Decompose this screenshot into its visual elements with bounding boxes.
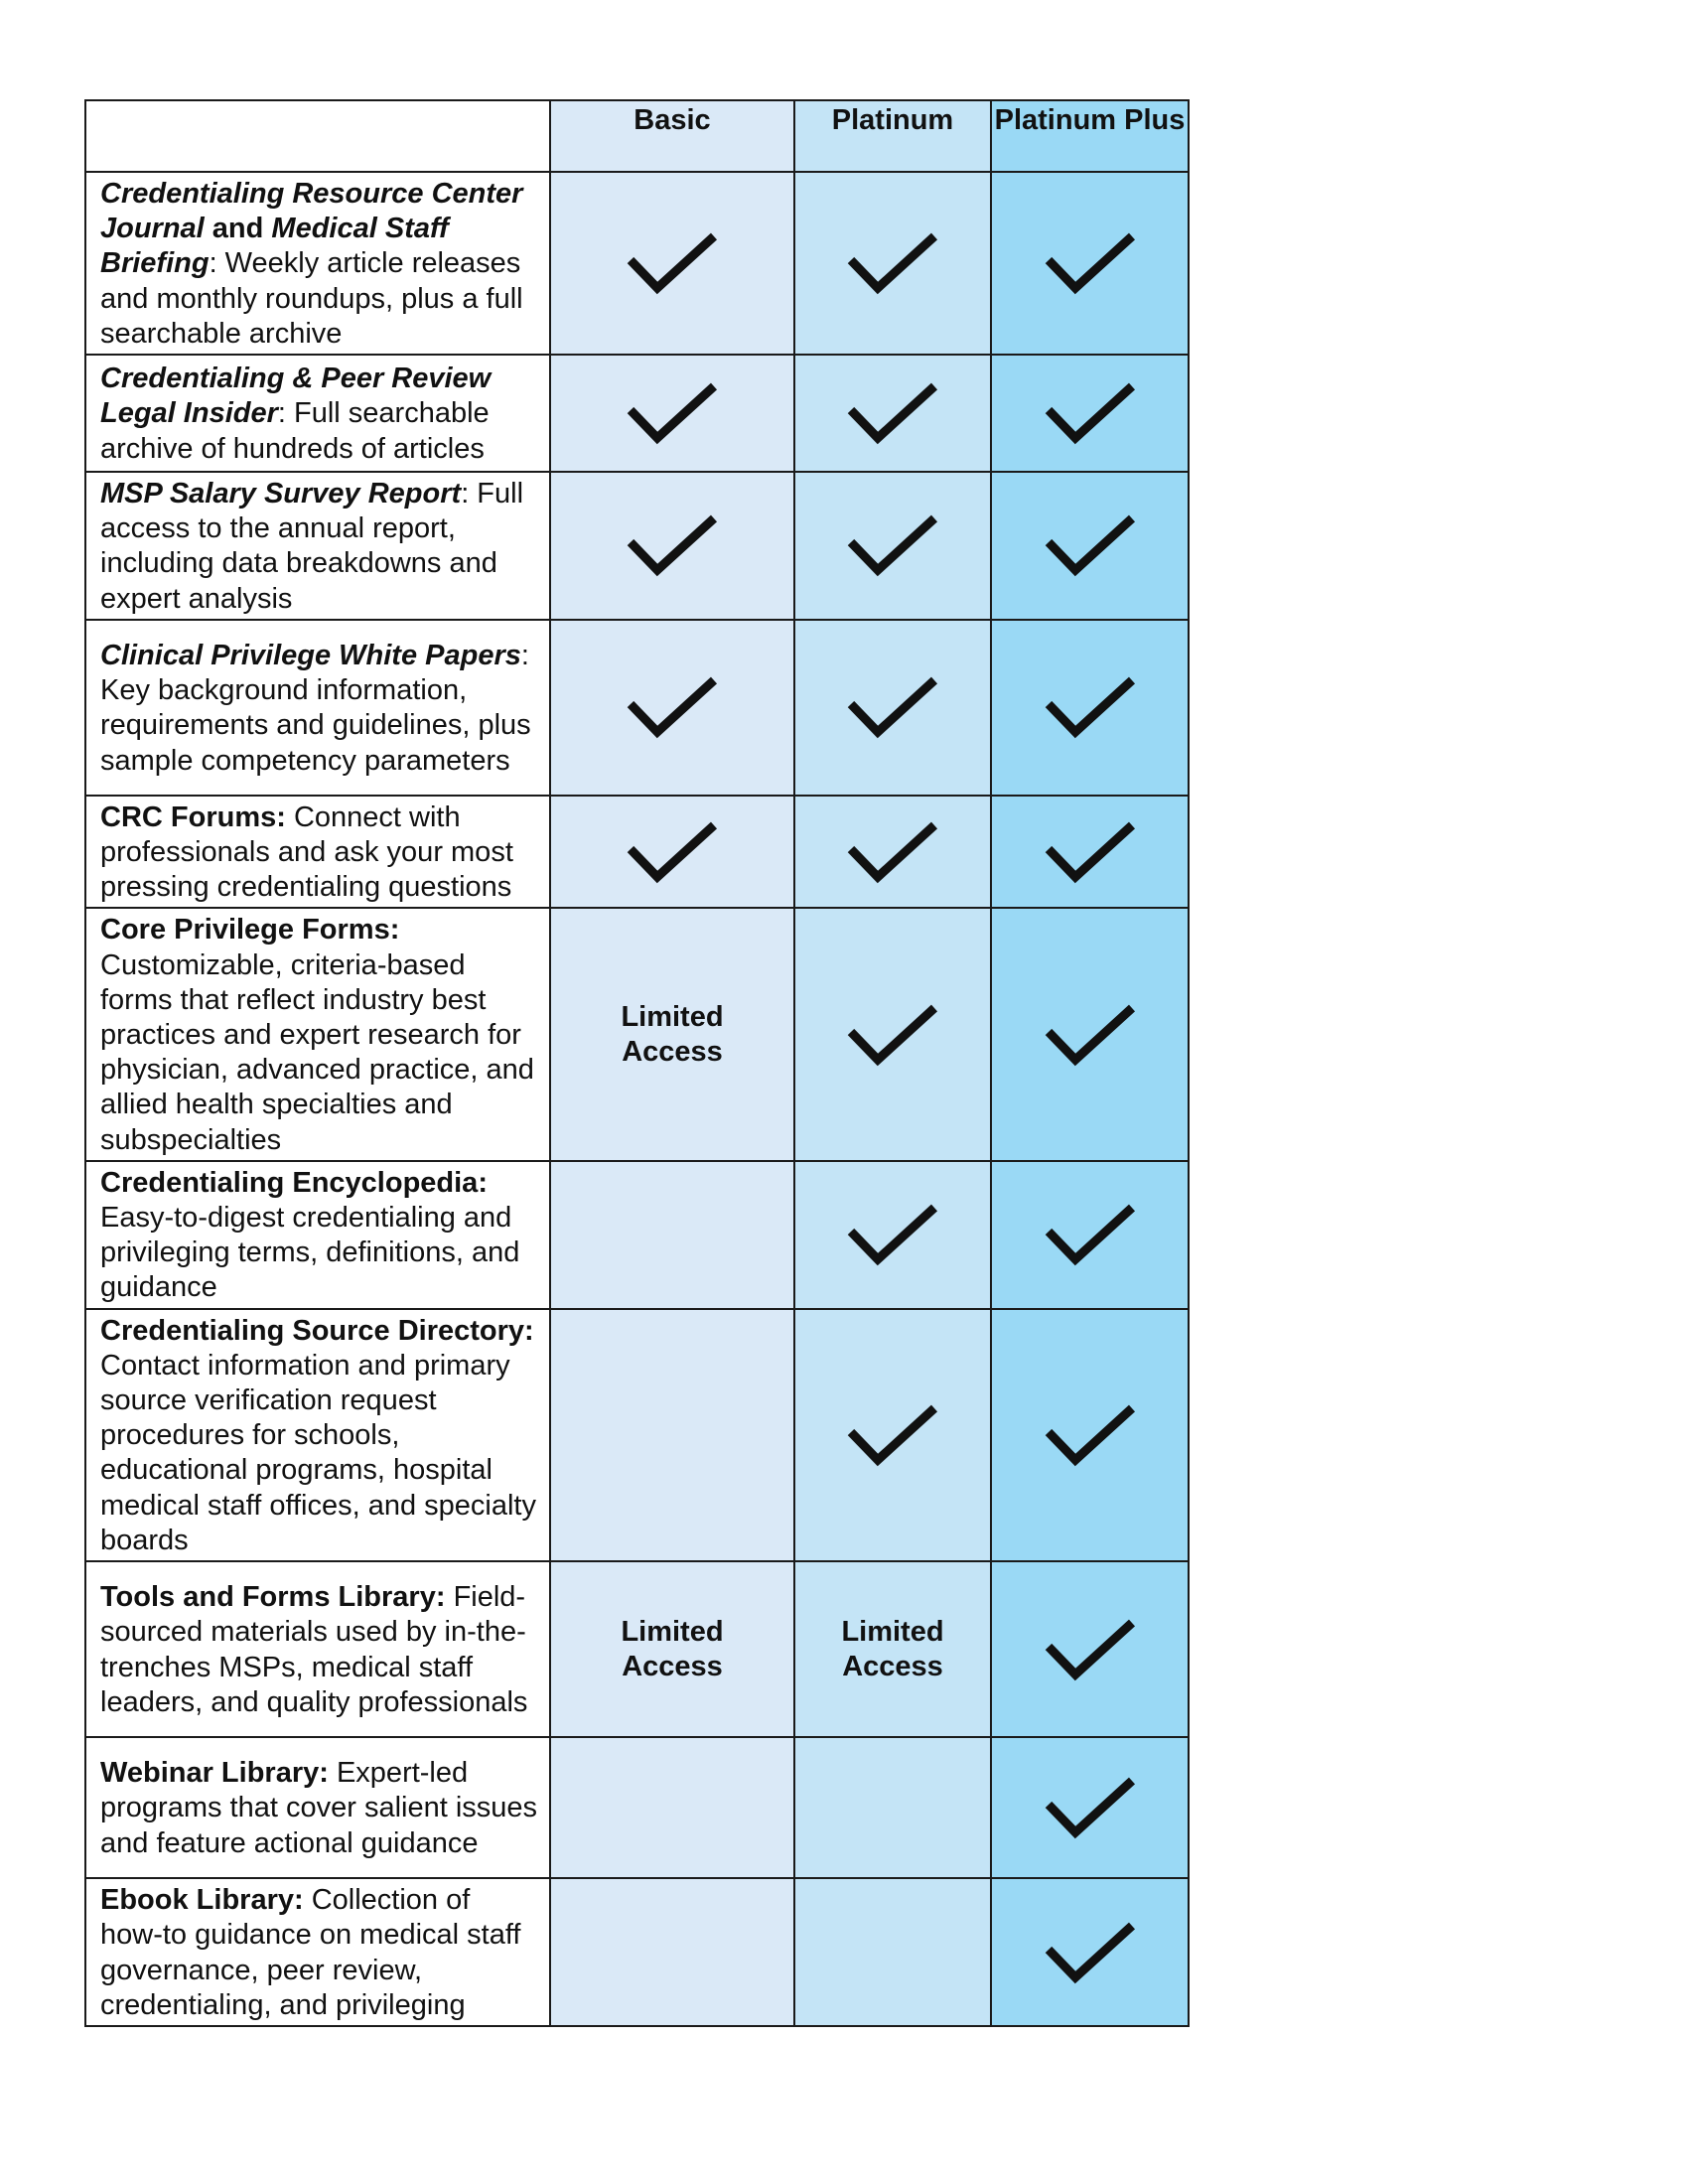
checkmark-icon	[1043, 1773, 1138, 1842]
checkmark-icon	[625, 672, 720, 742]
checkmark-icon	[1043, 672, 1138, 742]
tier-cell-platinum	[794, 1161, 991, 1309]
feature-detail-text: Easy-to-digest credentialing and privileging terms, definitions, and guidance	[100, 1202, 520, 1304]
table-row	[85, 908, 1189, 1160]
feature-description	[85, 796, 550, 909]
header-blank-cell	[85, 100, 550, 172]
column-header-basic: Basic	[550, 100, 794, 172]
tier-cell-platinum-plus	[991, 355, 1189, 472]
header-row	[85, 100, 1189, 172]
feature-title-text: Ebook Library:	[100, 1884, 304, 1917]
checkmark-icon	[1043, 1000, 1138, 1070]
tier-cell-basic	[550, 1161, 794, 1309]
table-row	[85, 472, 1189, 620]
feature-detail-text: : Key background information, requirements and guidelines, plus sample competency parameters	[100, 639, 531, 777]
tier-cell-platinum	[794, 355, 991, 472]
feature-description	[85, 172, 550, 355]
table-row	[85, 1161, 1189, 1309]
feature-description	[85, 1737, 550, 1878]
feature-description	[85, 1161, 550, 1309]
tier-cell-platinum-plus	[991, 1878, 1189, 2026]
tier-cell-platinum	[794, 1309, 991, 1561]
feature-title-text: Core Privilege Forms:	[100, 914, 400, 946]
tier-cell-platinum-plus	[991, 1309, 1189, 1561]
tier-cell-basic	[550, 1737, 794, 1878]
feature-description	[85, 355, 550, 472]
checkmark-icon	[625, 228, 720, 298]
checkmark-icon	[1043, 1400, 1138, 1470]
checkmark-icon	[845, 1400, 940, 1470]
tier-cell-platinum	[794, 620, 991, 796]
checkmark-icon	[625, 510, 720, 580]
table-row	[85, 172, 1189, 355]
feature-description	[85, 908, 550, 1160]
comparison-table	[84, 99, 1190, 2027]
column-header-platinum: Platinum	[794, 100, 991, 172]
feature-description	[85, 1878, 550, 2026]
tier-cell-platinum	[794, 908, 991, 1160]
checkmark-icon	[625, 817, 720, 887]
feature-detail-text: Expert-led programs that cover salient issues and feature actional guidance	[100, 1757, 538, 1859]
table-row	[85, 1561, 1189, 1737]
table-row	[85, 1878, 1189, 2026]
tier-cell-platinum	[794, 796, 991, 909]
tier-cell-basic	[550, 620, 794, 796]
tier-cell-platinum-plus	[991, 472, 1189, 620]
feature-description	[85, 472, 550, 620]
tier-cell-platinum-plus	[991, 908, 1189, 1160]
checkmark-icon	[1043, 817, 1138, 887]
checkmark-icon	[1043, 510, 1138, 580]
feature-title-text: Webinar Library:	[100, 1757, 329, 1790]
tier-cell-platinum	[794, 172, 991, 355]
feature-title-text: Credentialing Resource Center Journal	[100, 178, 523, 245]
feature-detail-text: Connect with professionals and ask your most pressing credentialing questions	[100, 801, 513, 904]
tier-cell-platinum-plus	[991, 620, 1189, 796]
table-row	[85, 620, 1189, 796]
checkmark-icon	[625, 378, 720, 448]
tier-cell-basic	[550, 796, 794, 909]
feature-title-text: CRC Forums:	[100, 801, 286, 833]
feature-description	[85, 1561, 550, 1737]
feature-description	[85, 620, 550, 796]
checkmark-icon	[845, 817, 940, 887]
checkmark-icon	[845, 1200, 940, 1269]
tier-cell-platinum-plus	[991, 1161, 1189, 1309]
tier-cell-platinum	[794, 472, 991, 620]
feature-detail-text: : Full searchable archive of hundreds of articles	[100, 397, 490, 465]
feature-title-text: MSP Salary Survey Report	[100, 478, 462, 510]
checkmark-icon	[845, 1000, 940, 1070]
tier-cell-basic	[550, 908, 794, 1160]
feature-title-text: Medical Staff Briefing	[100, 213, 449, 280]
checkmark-icon	[845, 510, 940, 580]
feature-detail-text: Collection of how-to guidance on medical staff governance, peer review, credentialing, and privileging	[100, 1884, 521, 2021]
feature-detail-text: Contact information and primary source verification request procedures for schools, educational programs, hospital medical staff offices, and specialty boards	[100, 1349, 536, 1556]
feature-title-text: and	[204, 213, 272, 245]
tier-cell-platinum-plus	[991, 1737, 1189, 1878]
feature-title-text: Clinical Privilege White Papers	[100, 639, 521, 671]
table-row	[85, 355, 1189, 472]
tier-cell-basic	[550, 1309, 794, 1561]
feature-title-text: Credentialing Encyclopedia:	[100, 1166, 488, 1199]
checkmark-icon	[845, 228, 940, 298]
feature-detail-text: : Weekly article releases and monthly roundups, plus a full searchable archive	[100, 247, 523, 350]
checkmark-icon	[1043, 1918, 1138, 1987]
table-row	[85, 796, 1189, 909]
feature-detail-text: Field-sourced materials used by in-the-trenches MSPs, medical staff leaders, and quality professionals	[100, 1581, 528, 1718]
tier-cell-basic	[550, 1878, 794, 2026]
limited-access-label: Limited Access	[621, 1000, 724, 1068]
checkmark-icon	[1043, 1200, 1138, 1269]
limited-access-label: Limited Access	[621, 1615, 724, 1682]
tier-cell-basic	[550, 172, 794, 355]
tier-cell-basic	[550, 355, 794, 472]
tier-cell-platinum-plus	[991, 796, 1189, 909]
checkmark-icon	[845, 672, 940, 742]
tier-cell-platinum	[794, 1878, 991, 2026]
tier-cell-basic	[550, 472, 794, 620]
table-row	[85, 1309, 1189, 1561]
tier-cell-platinum-plus	[991, 172, 1189, 355]
checkmark-icon	[1043, 378, 1138, 448]
feature-title-text: Tools and Forms Library:	[100, 1581, 446, 1614]
feature-title-text: Credentialing & Peer Review Legal Insider	[100, 363, 492, 430]
feature-detail-text: Customizable, criteria-based forms that reflect industry best practices and expert research for physician, advanced practice, and allied health specialties and subspecialties	[100, 948, 534, 1156]
checkmark-icon	[1043, 1615, 1138, 1684]
column-header-platinum-plus: Platinum Plus	[991, 100, 1189, 172]
tier-cell-platinum	[794, 1561, 991, 1737]
checkmark-icon	[845, 378, 940, 448]
feature-description	[85, 1309, 550, 1561]
limited-access-label: Limited Access	[841, 1615, 944, 1682]
checkmark-icon	[1043, 228, 1138, 298]
tier-cell-platinum	[794, 1737, 991, 1878]
feature-detail-text: : Full access to the annual report, including data breakdowns and expert analysis	[100, 478, 524, 615]
tier-cell-basic	[550, 1561, 794, 1737]
table-row	[85, 1737, 1189, 1878]
feature-title-text: Credentialing Source Directory:	[100, 1314, 534, 1347]
tier-cell-platinum-plus	[991, 1561, 1189, 1737]
